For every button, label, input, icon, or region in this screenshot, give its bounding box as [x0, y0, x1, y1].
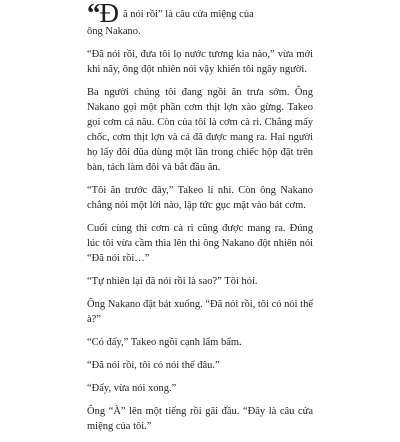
opening-paragraph	[87, 2, 313, 39]
paragraph-10: Ông “À” lên một tiếng rồi gãi đầu. “Đây là câu cửa miệng của tôi.”	[87, 406, 313, 432]
paragraph-9: “Đấy, vừa nói xong.”	[87, 383, 177, 394]
paragraph-4: Cuối cùng thì cơm cà ri cũng được mang ra. Đúng lúc tôi vừa cầm thìa lên thì ông Nakano đột nhiên nói “Đã nói rồi…”	[87, 223, 313, 264]
drop-cap-quote: “	[87, 0, 100, 28]
paragraph-6: Ông Nakano đặt bát xuống. “Đã nói rồi, tôi có nói thế à?”	[87, 299, 313, 325]
body-text	[87, 2, 313, 442]
paragraph-1: “Đã nói rồi, đưa tôi lọ nước tương kia nào,” vừa mới khi nãy, ông đột nhiên nói vậy khiến tôi ngây người.	[87, 49, 313, 75]
opening-line-continuation: ông Nakano.	[87, 26, 141, 37]
opening-line-text: ã nói rồi” là câu cửa miệng của	[123, 9, 254, 20]
paragraph-3: “Tôi ăn trước đây,” Takeo lí nhí. Còn ông Nakano chẳng nói một lời nào, lập tức gục mặt vào bát cơm.	[87, 185, 313, 211]
drop-cap-letter: Đ	[99, 0, 119, 28]
paragraph-5: “Tự nhiên lại đã nói rồi là sao?” Tôi hỏi.	[87, 276, 258, 287]
paragraph-7: “Có đấy,” Takeo ngồi cạnh lẩm bẩm.	[87, 337, 242, 348]
opening-line	[87, 0, 313, 28]
paragraph-8: “Đã nói rồi, tôi có nói thế đâu.”	[87, 360, 220, 371]
paragraph-2: Ba người chúng tôi đang ngồi ăn trưa sớm. Ông Nakano gọi một phần cơm thịt lợn xào gừng. Takeo gọi cơm cá nâu. Còn của tôi là cơm cà ri. Chẳng mấy chốc, cơm thịt lợn và cá đã được mang ra. Hai người họ lấy đôi đũa dùng một lần trong chiếc hộp đặt trên bàn, tách làm đôi và bắt đầu ăn.	[87, 87, 313, 173]
